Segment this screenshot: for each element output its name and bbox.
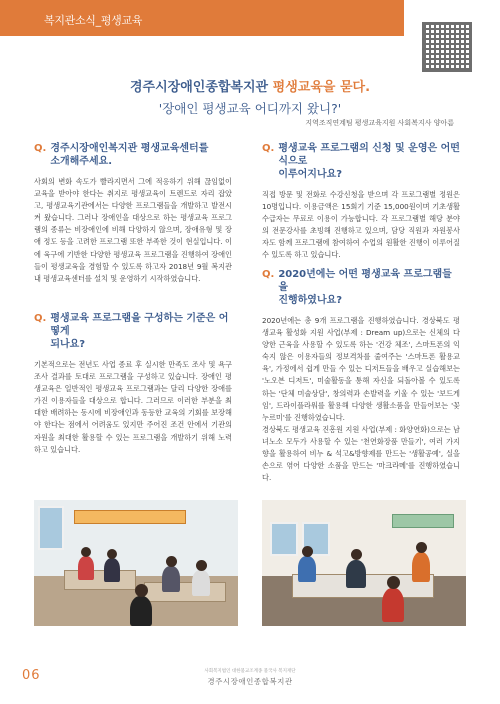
question-heading — [34, 312, 232, 351]
kitchen-class-photo — [262, 500, 466, 626]
qa-block-4 — [262, 268, 460, 484]
footer-org-name: 경주시장애인종합복지관 — [207, 677, 293, 686]
question-heading — [262, 142, 460, 181]
q-marker: Q. — [262, 269, 275, 280]
classroom-photo — [34, 500, 238, 626]
article-title — [0, 76, 500, 117]
footer — [0, 668, 500, 687]
section-label: 복지관소식_평생교육 — [44, 14, 143, 27]
footer-foundation: 사회복지법인 대한불교조계종 불국사 복지재단 — [204, 669, 296, 674]
title-subtitle: '장애인 평생교육 어디까지 왔니?' — [158, 101, 342, 116]
title-line-1 — [0, 76, 500, 95]
answer-paragraph: 사회의 변화 속도가 빨라지면서 그에 적응하기 위해 끊임없이 교육을 받아야 한다는 취지로 평생교육이 트렌드로 자리 잡았고, 평생교육기관에서는 다양한 프로그램들을 개발하고 발전시켜 왔습니다. 그러나 장애인을 대상으로 하는 평생교육 프로그램의 종류는 비장애인에 비해 다양하지 않으며, 장애유형 및 장애 정도 등을 고려한 프로그램 또한 부족한 것이 현실입니다. 이에 육구에 기반한 다양한 평생교육 프로그램을 진행하여 장애인들이 평생교육을 경험할 수 있도록 하고자 2018년 9월 복지관 내 평생교육센터를 설치 및 운영하기 시작하였습니다. — [34, 177, 232, 283]
title-highlight: 평생교육을 묻다. — [272, 80, 371, 95]
question-text: 2020년에는 어떤 평생교육 프로그램들을 진행하였나요? — [278, 269, 452, 306]
question-heading — [34, 142, 232, 168]
answer-paragraph: 2020년에는 총 9개 프로그램을 진행하였습니다. 경상북도 평생교육 활성화 지원 사업(부제 : Dream up)으로는 신체의 다양한 근육을 사용할 수 있도록 하는 '건강 체조', 스마트폰의 익숙지 않은 이용자들의 정보격차를 줄여주는 '스마트폰 활용교육', 가정에서 쉽게 만들 수 있는 디저트들을 배우고 실습해보는 '노오븐 디저트', 미술활동을 통해 자신을 되돌아볼 수 있도록 하는 '단체 미술상담', 창의력과 손발력을 키울 수 있는 '보드게임', 드라이플라워를 활용해 다양한 생활소품을 만들어보는 '꽃누르미'를 진행하였습니다. 경상북도 평생교육 진흥원 지원 사업(부제 : 화양연화)으로는 남녀노소 모두가 사용할 수 있는 '천연화장품 만들기', 여러 가지 향을 활용하여 비누 & 석고&방향제를 만드는 '생활공예', 실을 손으로 엮어 다양한 소품을 만드는 '마크라메'를 진행하였습니다. — [262, 316, 460, 483]
title-prefix: 경주시장애인종합복지관 — [129, 80, 273, 95]
q-marker: Q. — [34, 313, 47, 324]
qa-block-1 — [34, 142, 232, 285]
page-number: 06 — [22, 668, 41, 683]
question-text: 평생교육 프로그램을 구성하는 기준은 어떻게 되나요? — [50, 313, 229, 350]
question-text: 평생교육 프로그램의 신청 및 운영은 어떤 식으로 이루어지나요? — [278, 143, 460, 180]
question-heading — [262, 268, 460, 307]
q-marker: Q. — [262, 143, 275, 154]
q-marker: Q. — [34, 143, 47, 154]
qa-block-3 — [262, 142, 460, 262]
qr-code-icon[interactable] — [422, 22, 472, 72]
question-text: 경주시장애인복지관 평생교육센터를 소개해주세요. — [50, 143, 209, 167]
answer-paragraph: 직접 방문 및 전화로 수강신청을 받으며 각 프로그램별 정원은 10명입니다. 이용금액은 15회기 기준 15,000원이며 기초생활수급자는 무료로 이용이 가능합니다. 각 프로그램별 해당 분야의 전문강사를 초빙해 진행하고 있으며, 담당 직원과 자원봉사자도 함께 프로그램에 참여하여 수업의 원활한 진행이 이루어질 수 있도록 하고 있습니다. — [262, 190, 460, 260]
byline: 지역조직연계팀 평생교육지원 사회복지사 양아름 — [305, 119, 454, 127]
qa-block-2 — [34, 312, 232, 456]
answer-paragraph: 기본적으로는 전년도 사업 종료 후 실시한 만족도 조사 및 욕구조사 결과를 토대로 프로그램을 구성하고 있습니다. 장애인 평생교육은 일반적인 평생교육 프로그램과는 달리 다양한 장애를 가진 이용자들을 대상으로 합니다. 그러므로 이러한 부분을 최대한 배려하는 동시에 비장애인과 동등한 교육의 기회를 보장해야 한다는 점에서 어려움도 있지만 주어진 조건 안에서 기관의 자원을 최대한 활용할 수 있는 프로그램을 개발하기 위해 노력하고 있습니다. — [34, 360, 232, 454]
